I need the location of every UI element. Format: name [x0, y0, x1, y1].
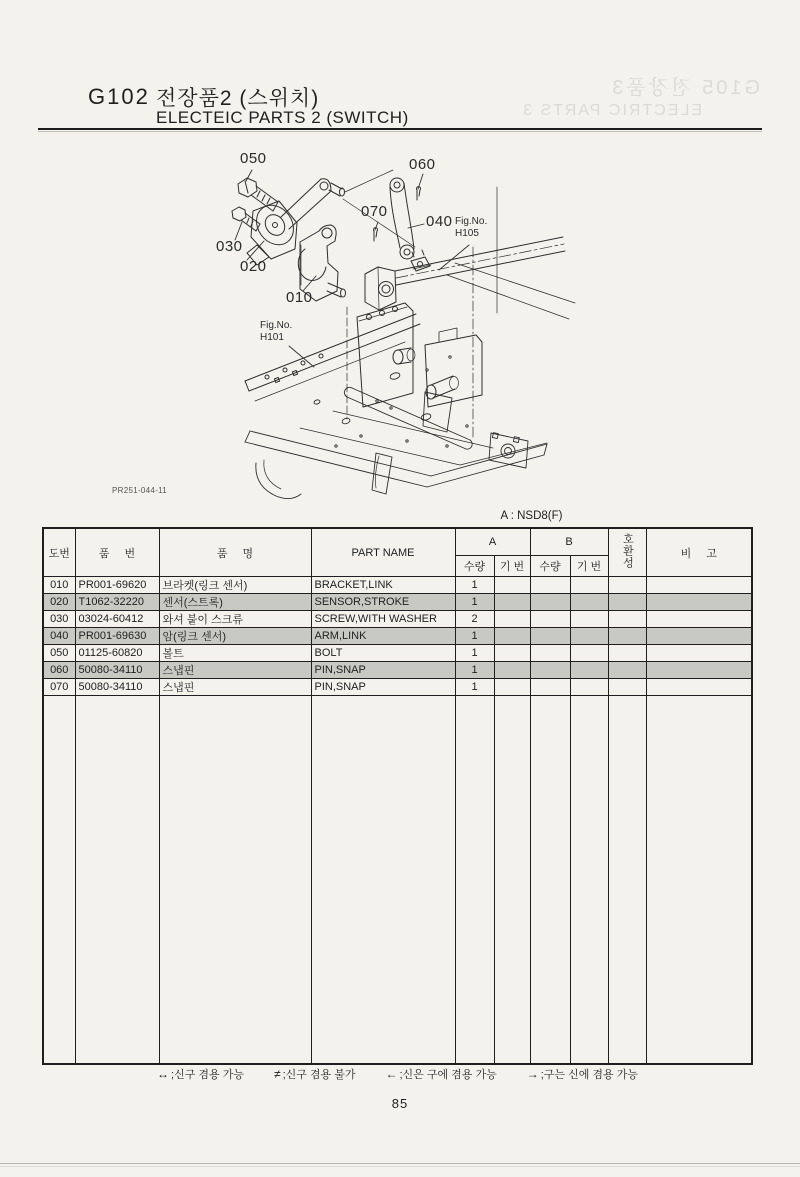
parts-diagram: [95, 145, 585, 505]
cell-qty-a: 1: [455, 645, 494, 662]
fig-ref-h101: [260, 320, 292, 344]
cell-serial-b: [570, 645, 608, 662]
cell-part-name: PIN,SNAP: [311, 662, 455, 679]
header-serial-b: 기 번: [570, 556, 608, 577]
cell-part-name: PIN,SNAP: [311, 679, 455, 696]
cell-part-name: ARM,LINK: [311, 628, 455, 645]
fig-ref-h101-label: Fig.No.: [260, 320, 293, 331]
cell-qty-b: [530, 662, 570, 679]
callout-040: 040: [426, 213, 453, 230]
cell-serial-a: [494, 611, 530, 628]
cell-qty-b: [530, 611, 570, 628]
cell-remarks: [646, 679, 752, 696]
cell-part-name: SCREW,WITH WASHER: [311, 611, 455, 628]
cell-qty-b: [530, 679, 570, 696]
cell-name-ko: 볼트: [159, 645, 311, 662]
sensor-020-drawing: [247, 198, 301, 265]
cell-qty-b: [530, 577, 570, 594]
cell-name-ko: 센서(스트록): [159, 594, 311, 611]
table-row: [43, 594, 752, 611]
cell-serial-a: [494, 628, 530, 645]
callout-070: 070: [361, 203, 388, 220]
bolt-050-drawing: [238, 178, 278, 211]
cell-no: 050: [43, 645, 75, 662]
scan-edge-line-2: [0, 1166, 800, 1167]
cell-name-ko: 와셔 붙이 스크류: [159, 611, 311, 628]
cell-compat: [608, 628, 646, 645]
page-title-korean: 전장품2 (스위치): [156, 87, 320, 110]
right-block-drawing: [425, 328, 482, 407]
compatibility-legend: [42, 1066, 753, 1082]
title-underline: [38, 128, 762, 130]
lever-arm-drawing: [281, 179, 345, 229]
cell-compat: [608, 679, 646, 696]
fig-ref-h105-value: H105: [455, 228, 479, 239]
cell-remarks: [646, 662, 752, 679]
cell-serial-b: [570, 662, 608, 679]
filler-cell: [608, 696, 646, 1065]
header-compatibility-text: 호환성: [621, 533, 634, 569]
drawing-reference: PR251-044-11: [112, 486, 168, 495]
page-title-english: ELECTEIC PARTS 2 (SWITCH): [156, 108, 409, 127]
ghost-line-2: ELECTRIC PARTS 3: [521, 102, 702, 119]
base-frame-drawing: [245, 356, 547, 499]
cell-part-no: 03024-60412: [75, 611, 159, 628]
callout-050: 050: [240, 150, 267, 167]
cell-serial-b: [570, 611, 608, 628]
legend-item: [157, 1066, 244, 1082]
cell-no: 030: [43, 611, 75, 628]
both-arrow-icon: ↔: [157, 1067, 170, 1081]
cell-qty-b: [530, 628, 570, 645]
bolt-030-drawing: [232, 207, 260, 231]
bleed-through-ghost-title: [440, 76, 760, 121]
header-no: 도번: [43, 528, 75, 577]
cell-part-name: SENSOR,STROKE: [311, 594, 455, 611]
legend-item: [386, 1066, 497, 1082]
cell-part-no: PR001-69630: [75, 628, 159, 645]
filler-cell: [570, 696, 608, 1065]
filler-cell: [311, 696, 455, 1065]
table-row: [43, 577, 752, 594]
filler-row: [43, 696, 752, 1065]
cell-no: 040: [43, 628, 75, 645]
legend-text: ;신구 겸용 불가: [282, 1069, 356, 1081]
link-arm-040-drawing: [390, 178, 414, 259]
cell-serial-b: [570, 628, 608, 645]
legend-text: ;신은 구에 겸용 가능: [399, 1069, 497, 1081]
cell-no: 010: [43, 577, 75, 594]
table-filler: [43, 696, 752, 1065]
table-row: [43, 662, 752, 679]
cell-part-no: 50080-34110: [75, 679, 159, 696]
scan-edge-line: [0, 1163, 800, 1164]
title-underline-shadow: [38, 131, 762, 132]
table-row: [43, 679, 752, 696]
fig-ref-h105: [455, 216, 487, 240]
table-row: [43, 628, 752, 645]
variant-note: A : NSD8(F): [500, 510, 563, 522]
table-row: [43, 645, 752, 662]
cell-part-name: BOLT: [311, 645, 455, 662]
cell-name-ko: 스냅핀: [159, 662, 311, 679]
cell-serial-a: [494, 577, 530, 594]
left-arrow-icon: ←: [385, 1067, 398, 1081]
cell-name-ko: 브라켓(링크 센서): [159, 577, 311, 594]
cell-remarks: [646, 645, 752, 662]
header-qty-b: 수량: [530, 556, 570, 577]
cell-serial-a: [494, 594, 530, 611]
callout-030: 030: [216, 238, 243, 255]
callout-010: 010: [286, 289, 313, 306]
cell-serial-b: [570, 577, 608, 594]
cell-remarks: [646, 628, 752, 645]
header-group-a: A: [455, 528, 530, 556]
cell-no: 070: [43, 679, 75, 696]
cell-no: 020: [43, 594, 75, 611]
header-name-ko: 품 명: [159, 528, 311, 577]
cell-serial-a: [494, 679, 530, 696]
cell-part-no: PR001-69620: [75, 577, 159, 594]
cell-compat: [608, 645, 646, 662]
header-remarks: 비 고: [646, 528, 752, 577]
filler-cell: [494, 696, 530, 1065]
cell-part-no: 50080-34110: [75, 662, 159, 679]
cell-serial-b: [570, 679, 608, 696]
cell-no: 060: [43, 662, 75, 679]
cell-serial-b: [570, 594, 608, 611]
cell-part-name: BRACKET,LINK: [311, 577, 455, 594]
page-code: G102: [88, 84, 150, 109]
header-compatibility: [608, 528, 646, 577]
fig-ref-h101-value: H101: [260, 332, 284, 343]
cell-qty-a: 1: [455, 628, 494, 645]
filler-cell: [43, 696, 75, 1065]
cell-remarks: [646, 611, 752, 628]
header-part-no: 품 번: [75, 528, 159, 577]
cell-compat: [608, 594, 646, 611]
cell-qty-a: 1: [455, 594, 494, 611]
cell-qty-a: 1: [455, 662, 494, 679]
filler-cell: [159, 696, 311, 1065]
cell-qty-b: [530, 645, 570, 662]
filler-cell: [646, 696, 752, 1065]
filler-cell: [530, 696, 570, 1065]
cell-name-ko: 암(링크 센서): [159, 628, 311, 645]
cell-compat: [608, 662, 646, 679]
cell-remarks: [646, 577, 752, 594]
cell-qty-a: 1: [455, 679, 494, 696]
legend-item: [527, 1066, 638, 1082]
table-row: [43, 611, 752, 628]
header-group-b: B: [530, 528, 608, 556]
not-equal-icon: ≠: [273, 1067, 281, 1081]
cell-serial-a: [494, 645, 530, 662]
cell-name-ko: 스냅핀: [159, 679, 311, 696]
legend-text: ;신구 겸용 가능: [171, 1069, 244, 1081]
table-header: [43, 528, 752, 577]
cell-serial-a: [494, 662, 530, 679]
cell-part-no: 01125-60820: [75, 645, 159, 662]
callout-020: 020: [240, 258, 267, 275]
ghost-line-1: G105 전장품3: [609, 77, 760, 99]
cell-compat: [608, 611, 646, 628]
parts-rows: [43, 577, 752, 696]
fig-ref-h105-label: Fig.No.: [455, 216, 488, 227]
filler-cell: [455, 696, 494, 1065]
cell-compat: [608, 577, 646, 594]
parts-table: [42, 527, 753, 1065]
cell-remarks: [646, 594, 752, 611]
filler-cell: [75, 696, 159, 1065]
cell-qty-a: 1: [455, 577, 494, 594]
cell-qty-b: [530, 594, 570, 611]
header-part-name: PART NAME: [311, 528, 455, 577]
cell-part-no: T1062-32220: [75, 594, 159, 611]
cell-qty-a: 2: [455, 611, 494, 628]
header-serial-a: 기 번: [494, 556, 530, 577]
legend-item: [274, 1066, 356, 1082]
callout-060: 060: [409, 156, 436, 173]
page-number: 85: [391, 1096, 409, 1111]
header-qty-a: 수량: [455, 556, 494, 577]
right-arrow-icon: →: [526, 1067, 539, 1081]
legend-text: ;구는 신에 겸용 가능: [540, 1069, 638, 1081]
